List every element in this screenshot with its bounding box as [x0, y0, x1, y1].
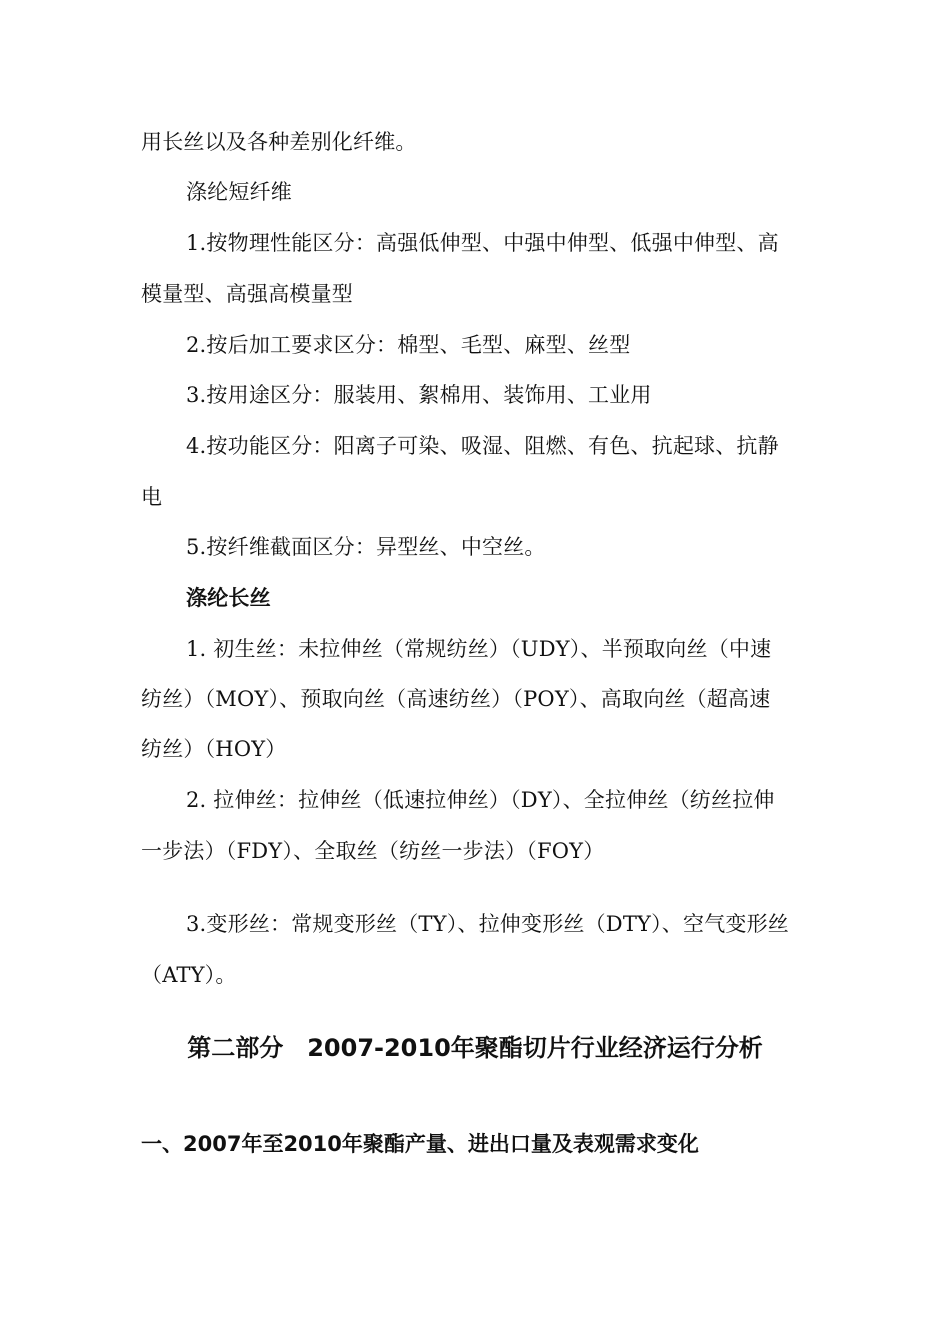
filament-item-3-line-1: 3.变形丝：常规变形丝（TY）、拉伸变形丝（DTY）、空气变形丝: [186, 912, 790, 936]
filament-item-1-line-2: 纺丝）（MOY）、预取向丝（高速纺丝）（POY）、高取向丝（超高速: [141, 687, 771, 711]
staple-item-5: 5.按纤维截面区分：异型丝、中空丝。: [186, 535, 546, 559]
staple-item-4-line-1: 4.按功能区分：阳离子可染、吸湿、阻燃、有色、抗起球、抗静: [186, 434, 779, 458]
staple-item-1-line-1: 1.按物理性能区分：高强低伸型、中强中伸型、低强中伸型、高: [186, 231, 779, 255]
staple-item-4-line-2: 电: [141, 485, 163, 509]
filament-item-1-line-3: 纺丝）（HOY）: [141, 737, 287, 761]
part-two-title: 第二部分 2007-2010年聚酯切片行业经济运行分析: [187, 1034, 763, 1062]
filament-item-1-line-1: 1. 初生丝：未拉伸丝（常规纺丝）（UDY）、半预取向丝（中速: [186, 637, 772, 661]
staple-fiber-heading: 涤纶短纤维: [186, 180, 292, 204]
intro-continuation-text: 用长丝以及各种差别化纤维。: [141, 130, 417, 154]
staple-item-3: 3.按用途区分：服装用、絮棉用、装饰用、工业用: [186, 383, 652, 407]
staple-item-2: 2.按后加工要求区分：棉型、毛型、麻型、丝型: [186, 333, 631, 357]
filament-item-2-line-1: 2. 拉伸丝：拉伸丝（低速拉伸丝）（DY）、全拉伸丝（纺丝拉伸: [186, 788, 775, 812]
staple-item-1-line-2: 模量型、高强高模量型: [141, 282, 353, 306]
filament-item-3-line-2: （ATY）。: [141, 963, 237, 987]
filament-item-2-line-2: 一步法）（FDY）、全取丝（纺丝一步法）（FOY）: [141, 839, 605, 863]
filament-heading: 涤纶长丝: [186, 586, 271, 610]
section-one-heading: 一、2007年至2010年聚酯产量、进出口量及表观需求变化: [141, 1132, 699, 1156]
